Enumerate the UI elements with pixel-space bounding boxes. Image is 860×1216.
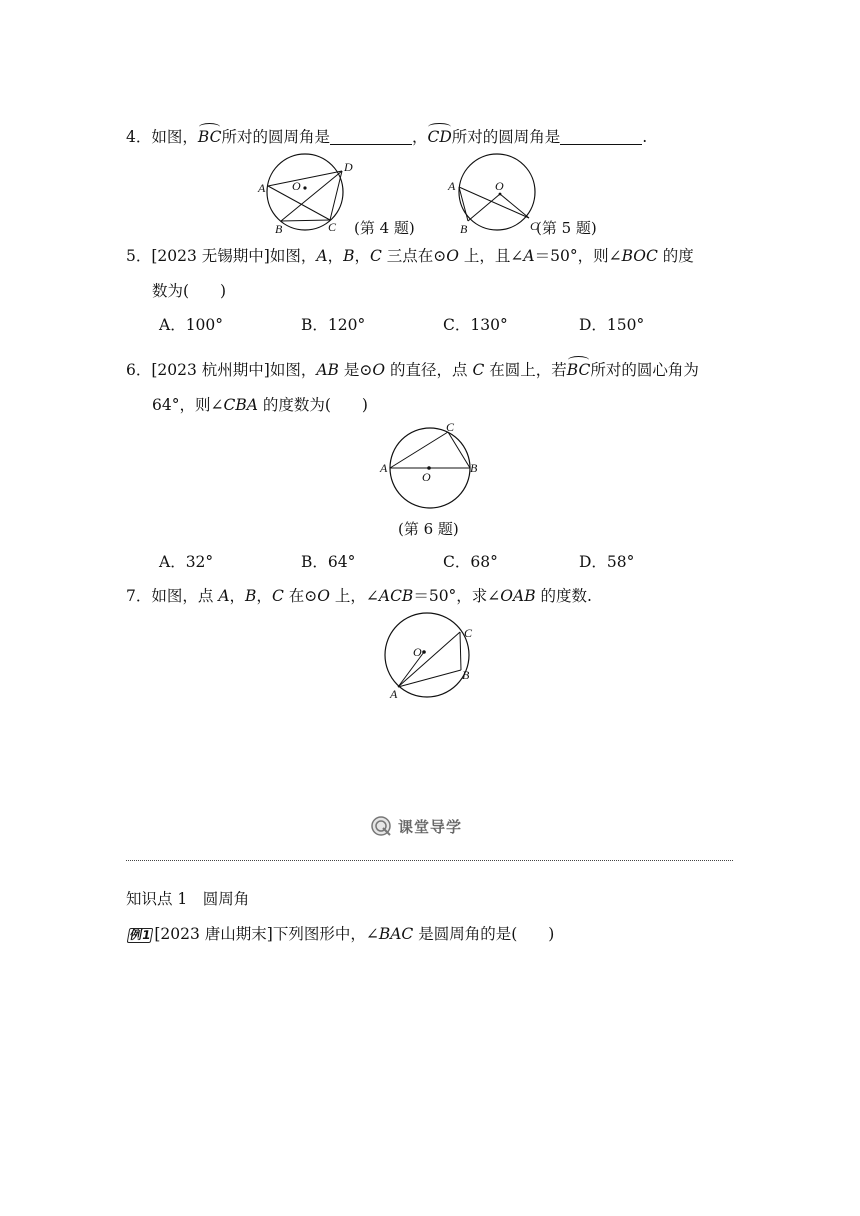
point-label-o: O — [495, 179, 504, 193]
question-5: 5．[2023 无锡期中]如图，A，B，C 三点在⊙O 上，且∠A＝50°，则∠BOC 的度 — [126, 247, 694, 265]
option-d[interactable]: D．58° — [579, 553, 635, 571]
point-label-a: A — [380, 461, 388, 475]
option-d[interactable]: D．150° — [579, 316, 645, 334]
point-label-c: C — [464, 626, 473, 640]
option-b[interactable]: B．64° — [301, 553, 356, 571]
point-label-b: B — [460, 222, 468, 236]
dotted-divider — [126, 860, 733, 861]
point-label-a: A — [258, 181, 266, 195]
point-label-o: O — [292, 179, 301, 193]
source-tag: [2023 唐山期末] — [154, 925, 273, 943]
answer-blank-1[interactable] — [330, 128, 412, 145]
question-number: 6． — [126, 361, 152, 379]
question-5-line-2: 数为( ) — [152, 282, 227, 300]
point-label-b: B — [275, 222, 283, 236]
figure-7-diagram — [380, 612, 490, 707]
figure-5-caption: (第 5 题) — [536, 219, 597, 237]
figure-4-caption: (第 4 题) — [354, 219, 415, 237]
option-a[interactable]: A．32° — [159, 553, 214, 571]
point-label-a: A — [448, 179, 456, 193]
point-label-a: A — [390, 687, 398, 701]
example-tag: 例1 — [127, 928, 154, 943]
option-a[interactable]: A．100° — [159, 316, 224, 334]
question-number: 4． — [126, 128, 152, 146]
question-6-line-2: 64°，则∠CBA 的度数为( ) — [152, 396, 368, 414]
figure-5-diagram — [448, 152, 548, 236]
figure-4-diagram — [255, 152, 355, 236]
point-label-c: C — [530, 219, 539, 233]
arc-bc: BC — [566, 361, 591, 379]
section-banner — [370, 814, 480, 840]
point-label-o: O — [422, 470, 431, 484]
knowledge-point-title: 知识点 1 圆周角 — [126, 890, 250, 908]
question-number: 7． — [126, 587, 152, 605]
point-label-b: B — [470, 461, 478, 475]
point-label-c: C — [328, 220, 337, 234]
point-label-o: O — [413, 645, 422, 659]
section-title: 课堂导学 — [398, 818, 463, 836]
figure-6-diagram — [376, 422, 486, 512]
question-number: 5． — [126, 247, 152, 265]
arc-cd: CD — [427, 128, 452, 146]
question-4: 4．如图，BC所对的圆周角是 ，CD所对的圆周角是 . — [126, 128, 648, 146]
point-label-c: C — [446, 420, 455, 434]
source-tag: [2023 杭州期中] — [151, 361, 270, 379]
option-b[interactable]: B．120° — [301, 316, 366, 334]
example-1: 例1 [2023 唐山期末]下列图形中，∠BAC 是圆周角的是( ) — [128, 924, 554, 944]
source-tag: [2023 无锡期中] — [151, 247, 270, 265]
arc-bc: BC — [197, 128, 222, 146]
question-6: 6．[2023 杭州期中]如图，AB 是⊙O 的直径，点 C 在圆上，若BC所对的圆心角为 — [126, 361, 699, 379]
answer-blank-2[interactable] — [560, 128, 642, 145]
figure-6-caption: (第 6 题) — [398, 520, 459, 538]
magnifier-icon — [370, 814, 394, 838]
option-c[interactable]: C．130° — [443, 316, 508, 334]
question-7: 7．如图，点 A，B，C 在⊙O 上，∠ACB＝50°，求∠OAB 的度数. — [126, 587, 592, 605]
point-label-b: B — [462, 668, 470, 682]
point-label-d: D — [344, 160, 353, 174]
option-c[interactable]: C．68° — [443, 553, 498, 571]
